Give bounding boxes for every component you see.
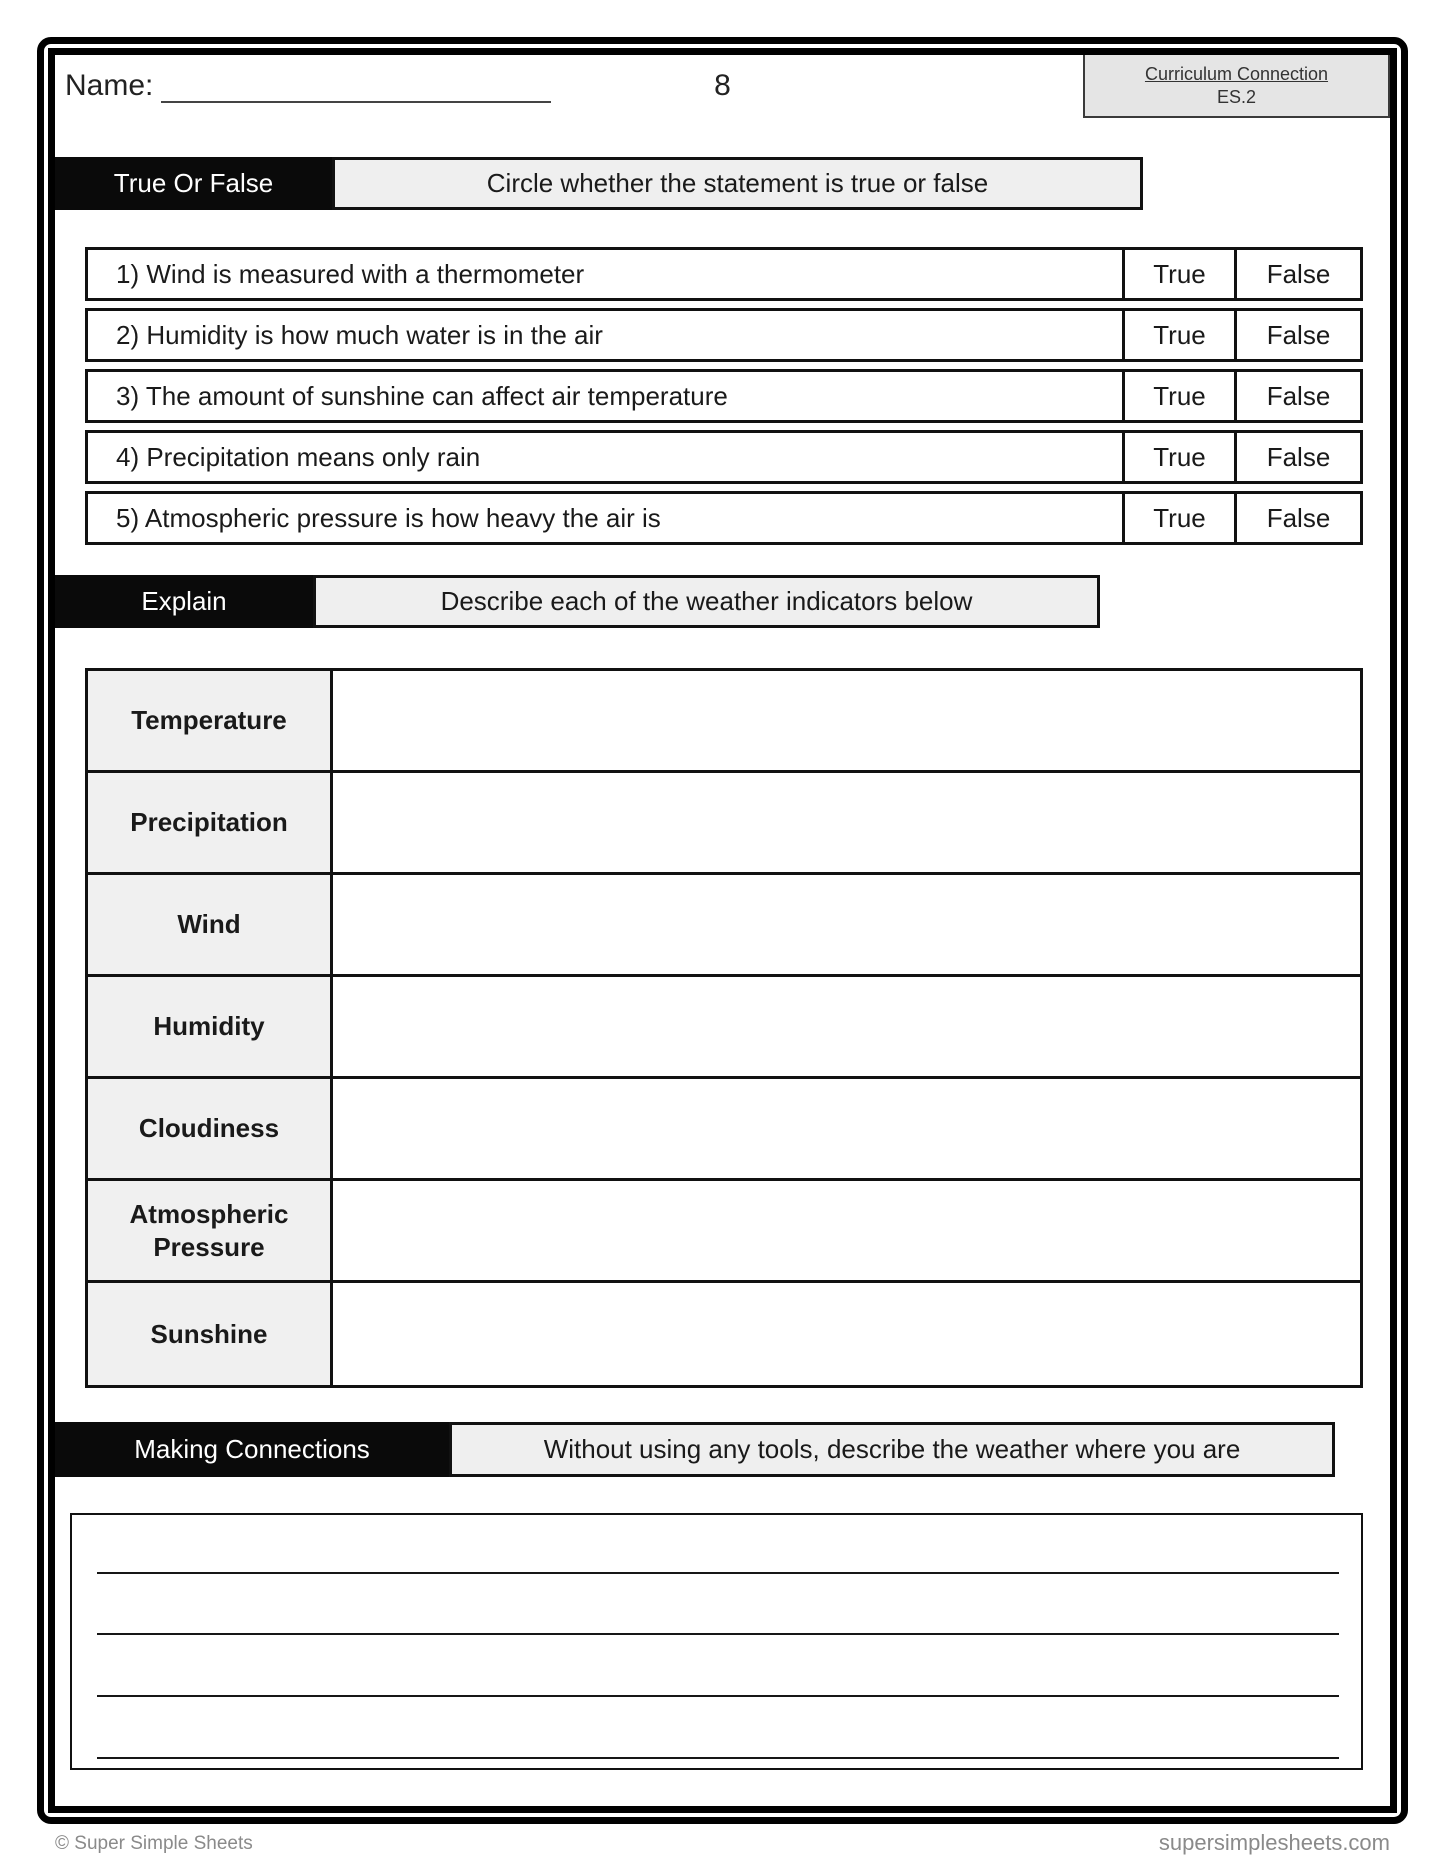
indicator-answer-area[interactable] bbox=[333, 1283, 1360, 1385]
page-number: 8 bbox=[714, 69, 731, 102]
false-option[interactable]: False bbox=[1234, 433, 1360, 481]
curriculum-connection-code: ES.2 bbox=[1216, 86, 1257, 107]
writing-line[interactable] bbox=[97, 1633, 1339, 1635]
table-row bbox=[85, 247, 1363, 301]
true-false-table bbox=[85, 247, 1363, 552]
false-option[interactable]: False bbox=[1234, 372, 1360, 420]
true-option[interactable]: True bbox=[1122, 433, 1234, 481]
curriculum-connection-box bbox=[1083, 55, 1390, 118]
indicator-label: Atmospheric Pressure bbox=[88, 1181, 333, 1280]
false-option[interactable]: False bbox=[1234, 311, 1360, 359]
false-option[interactable]: False bbox=[1234, 250, 1360, 298]
table-row bbox=[85, 430, 1363, 484]
page-outer-border bbox=[37, 37, 1408, 1824]
table-row bbox=[85, 369, 1363, 423]
name-label: Name: bbox=[65, 69, 154, 102]
table-row bbox=[88, 875, 1360, 977]
statement-text: 2) Humidity is how much water is in the air bbox=[116, 319, 603, 350]
false-option[interactable]: False bbox=[1234, 494, 1360, 542]
free-response-box bbox=[70, 1513, 1363, 1770]
indicator-answer-area[interactable] bbox=[333, 875, 1360, 974]
indicator-label: Wind bbox=[88, 875, 333, 974]
indicator-answer-area[interactable] bbox=[333, 977, 1360, 1076]
making-connections-section-bar bbox=[55, 1422, 1335, 1477]
indicator-answer-area[interactable] bbox=[333, 1079, 1360, 1178]
table-row bbox=[85, 308, 1363, 362]
true-option[interactable]: True bbox=[1122, 494, 1234, 542]
true-or-false-instruction: Circle whether the statement is true or false bbox=[332, 157, 1143, 210]
weather-indicators-table bbox=[85, 668, 1363, 1388]
indicator-answer-area[interactable] bbox=[333, 773, 1360, 872]
table-row bbox=[88, 1283, 1360, 1385]
making-connections-instruction: Without using any tools, describe the weather where you are bbox=[449, 1422, 1335, 1477]
curriculum-connection-title: Curriculum Connection bbox=[1144, 63, 1329, 84]
explain-instruction: Describe each of the weather indicators below bbox=[313, 575, 1100, 628]
footer-copyright: © Super Simple Sheets bbox=[55, 1833, 253, 1854]
explain-section-bar bbox=[55, 575, 1100, 628]
table-row bbox=[88, 1181, 1360, 1283]
true-option[interactable]: True bbox=[1122, 250, 1234, 298]
indicator-label: Cloudiness bbox=[88, 1079, 333, 1178]
writing-line[interactable] bbox=[97, 1695, 1339, 1697]
making-connections-section-label: Making Connections bbox=[55, 1422, 449, 1477]
statement-text: 1) Wind is measured with a thermometer bbox=[116, 258, 585, 289]
indicator-label: Temperature bbox=[88, 671, 333, 770]
table-row bbox=[88, 773, 1360, 875]
true-option[interactable]: True bbox=[1122, 311, 1234, 359]
true-option[interactable]: True bbox=[1122, 372, 1234, 420]
indicator-answer-area[interactable] bbox=[333, 1181, 1360, 1280]
table-row bbox=[85, 491, 1363, 545]
statement-text: 3) The amount of sunshine can affect air temperature bbox=[116, 380, 728, 411]
table-row bbox=[88, 977, 1360, 1079]
writing-line[interactable] bbox=[97, 1757, 1339, 1759]
indicator-label: Humidity bbox=[88, 977, 333, 1076]
page-inner-border bbox=[48, 48, 1397, 1813]
footer-website: supersimplesheets.com bbox=[1158, 1830, 1390, 1855]
statement-text: 5) Atmospheric pressure is how heavy the air is bbox=[116, 502, 661, 533]
table-row bbox=[88, 1079, 1360, 1181]
true-or-false-section-bar bbox=[55, 157, 1143, 210]
indicator-answer-area[interactable] bbox=[333, 671, 1360, 770]
table-row bbox=[88, 671, 1360, 773]
indicator-label: Precipitation bbox=[88, 773, 333, 872]
explain-section-label: Explain bbox=[55, 575, 313, 628]
true-or-false-section-label: True Or False bbox=[55, 157, 332, 210]
indicator-label: Sunshine bbox=[88, 1283, 333, 1385]
statement-text: 4) Precipitation means only rain bbox=[116, 441, 481, 472]
writing-line[interactable] bbox=[97, 1572, 1339, 1574]
